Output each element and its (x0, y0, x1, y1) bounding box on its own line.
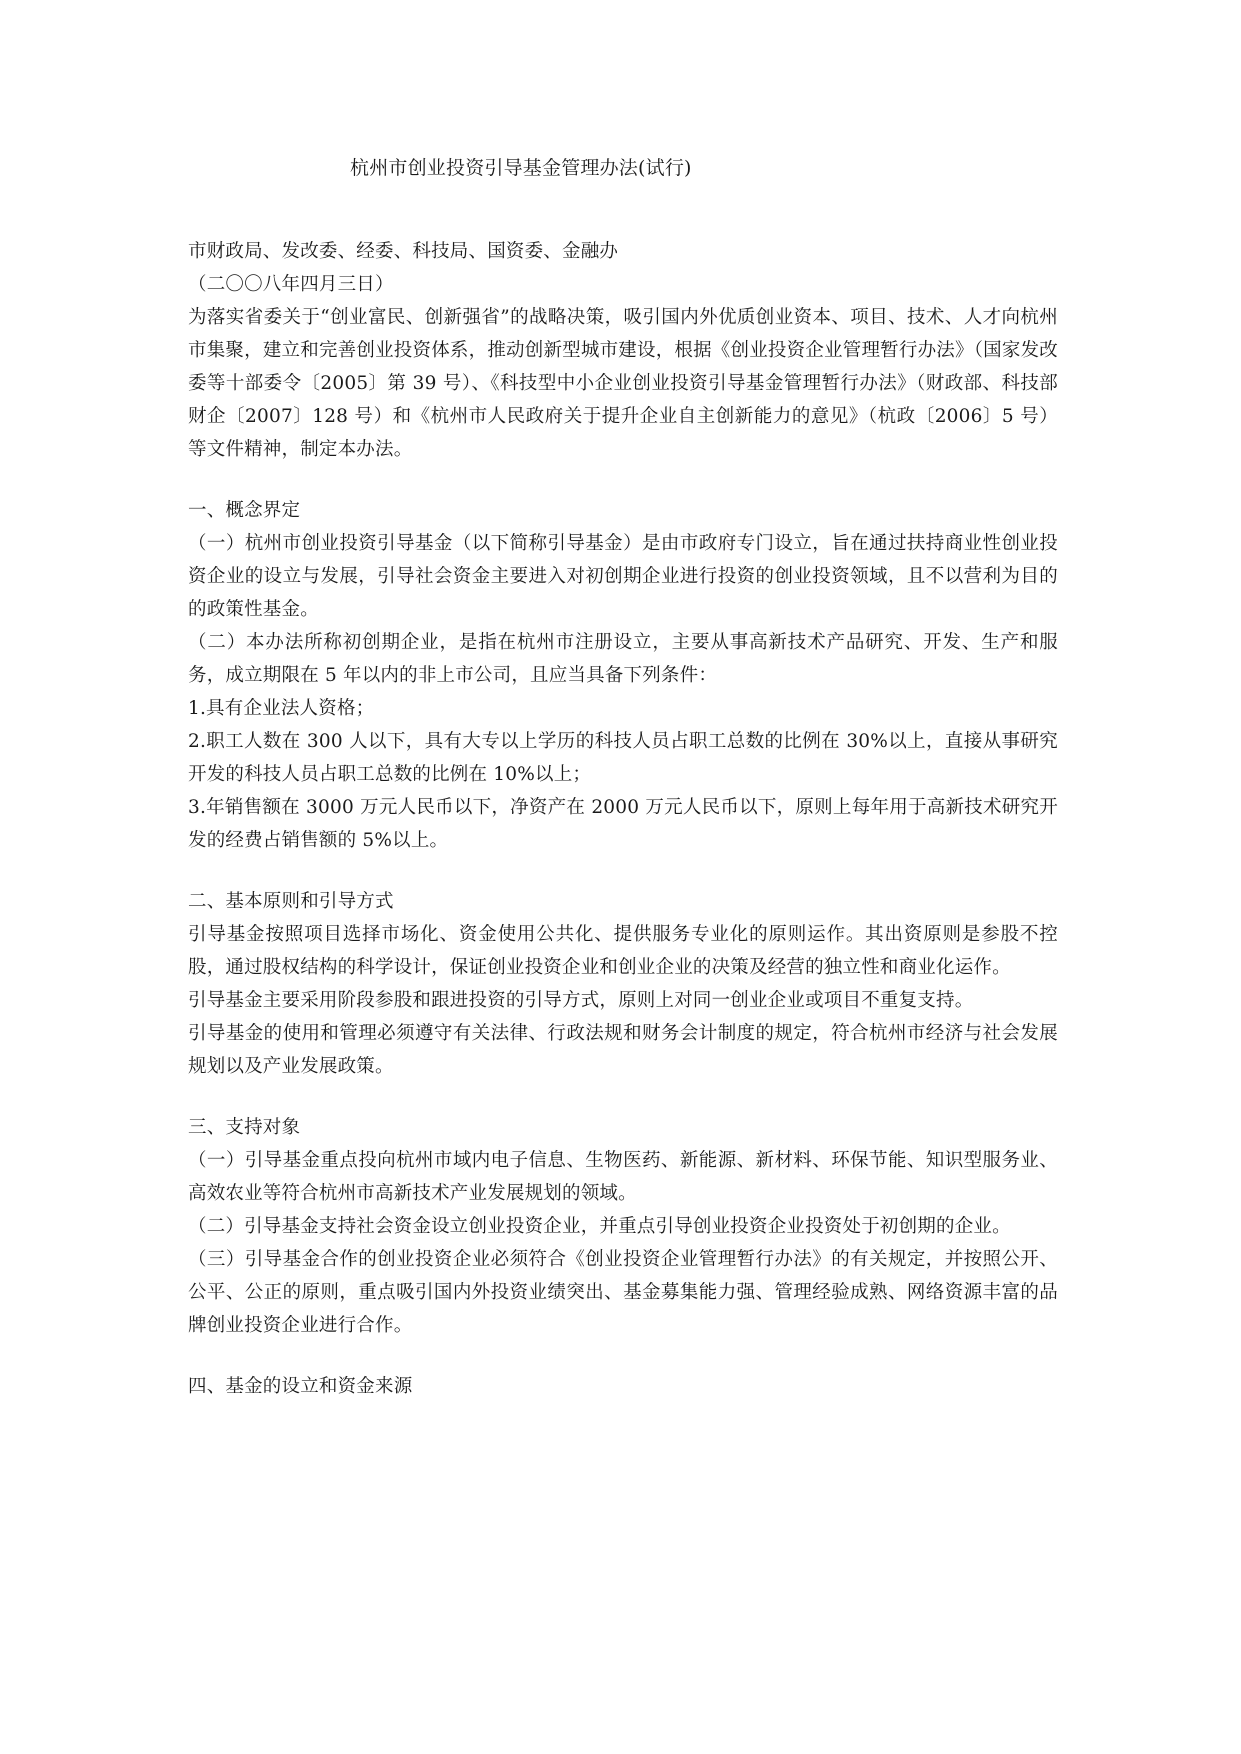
section-paragraph: 引导基金主要采用阶段参股和跟进投资的引导方式，原则上对同一创业企业或项目不重复支持。 (188, 990, 974, 1011)
list-item: 2.职工人数在 300 人以下，具有大专以上学历的科技人员占职工总数的比例在 30%以上，直接从事研究开发的科技人员占职工总数的比例在 10%以上； (188, 731, 1058, 785)
section-paragraph: 引导基金按照项目选择市场化、资金使用公共化、提供服务专业化的原则运作。其出资原则是参股不控股，通过股权结构的科学设计，保证创业投资企业和创业企业的决策及经营的独立性和商业化运作。 (188, 924, 1058, 978)
section-heading: 一、概念界定 (188, 500, 301, 521)
section-basic-principles (188, 885, 1058, 1083)
section-heading: 二、基本原则和引导方式 (188, 891, 394, 912)
section-heading: 三、支持对象 (188, 1117, 301, 1138)
section-paragraph: （二）本办法所称初创期企业，是指在杭州市注册设立，主要从事高新技术产品研究、开发、生产和服务，成立期限在 5 年以内的非上市公司，且应当具备下列条件： (188, 632, 1058, 686)
section-concept-definition (188, 494, 1058, 857)
section-support-targets (188, 1111, 1058, 1342)
section-paragraph: 引导基金的使用和管理必须遵守有关法律、行政法规和财务会计制度的规定，符合杭州市经济与社会发展规划以及产业发展政策。 (188, 1023, 1058, 1077)
section-fund-establishment (188, 1370, 1058, 1403)
issuing-departments: 市财政局、发改委、经委、科技局、国资委、金融办 (188, 241, 619, 262)
document-title: 杭州市创业投资引导基金管理办法(试行) (350, 157, 692, 179)
section-paragraph: （一）杭州市创业投资引导基金（以下简称引导基金）是由市政府专门设立，旨在通过扶持商业性创业投资企业的设立与发展，引导社会资金主要进入对初创期企业进行投资的创业投资领域，且不以营利为目的的政策性基金。 (188, 533, 1058, 620)
list-item: 3.年销售额在 3000 万元人民币以下，净资产在 2000 万元人民币以下，原则上每年用于高新技术研究开发的经费占销售额的 5%以上。 (188, 797, 1058, 851)
section-paragraph: （三）引导基金合作的创业投资企业必须符合《创业投资企业管理暂行办法》的有关规定，并按照公开、公平、公正的原则，重点吸引国内外投资业绩突出、基金募集能力强、管理经验成熟、网络资源丰富的品牌创业投资企业进行合作。 (188, 1249, 1058, 1336)
list-item: 1.具有企业法人资格； (188, 698, 375, 719)
section-paragraph: （一）引导基金重点投向杭州市域内电子信息、生物医药、新能源、新材料、环保节能、知识型服务业、高效农业等符合杭州市高新技术产业发展规划的领域。 (188, 1150, 1058, 1204)
section-heading: 四、基金的设立和资金来源 (188, 1376, 413, 1397)
document-body (188, 152, 1058, 1403)
issue-date: （二〇〇八年四月三日） (188, 274, 394, 295)
section-paragraph: （二）引导基金支持社会资金设立创业投资企业，并重点引导创业投资企业投资处于初创期的企业。 (188, 1216, 1011, 1237)
preamble-paragraph: 为落实省委关于“创业富民、创新强省”的战略决策，吸引国内外优质创业资本、项目、技术、人才向杭州市集聚，建立和完善创业投资体系，推动创新型城市建设，根据《创业投资企业管理暂行办法》（国家发改委等十部委令〔2005〕第 39 号）、《科技型中小企业创业投资引导基金管理暂行办法》（财政部、科技部财企〔2007〕128 号）和《杭州市人民政府关于提升企业自主创新能力的意见》（杭政〔2006〕5 号）等文件精神，制定本办法。 (188, 307, 1058, 460)
